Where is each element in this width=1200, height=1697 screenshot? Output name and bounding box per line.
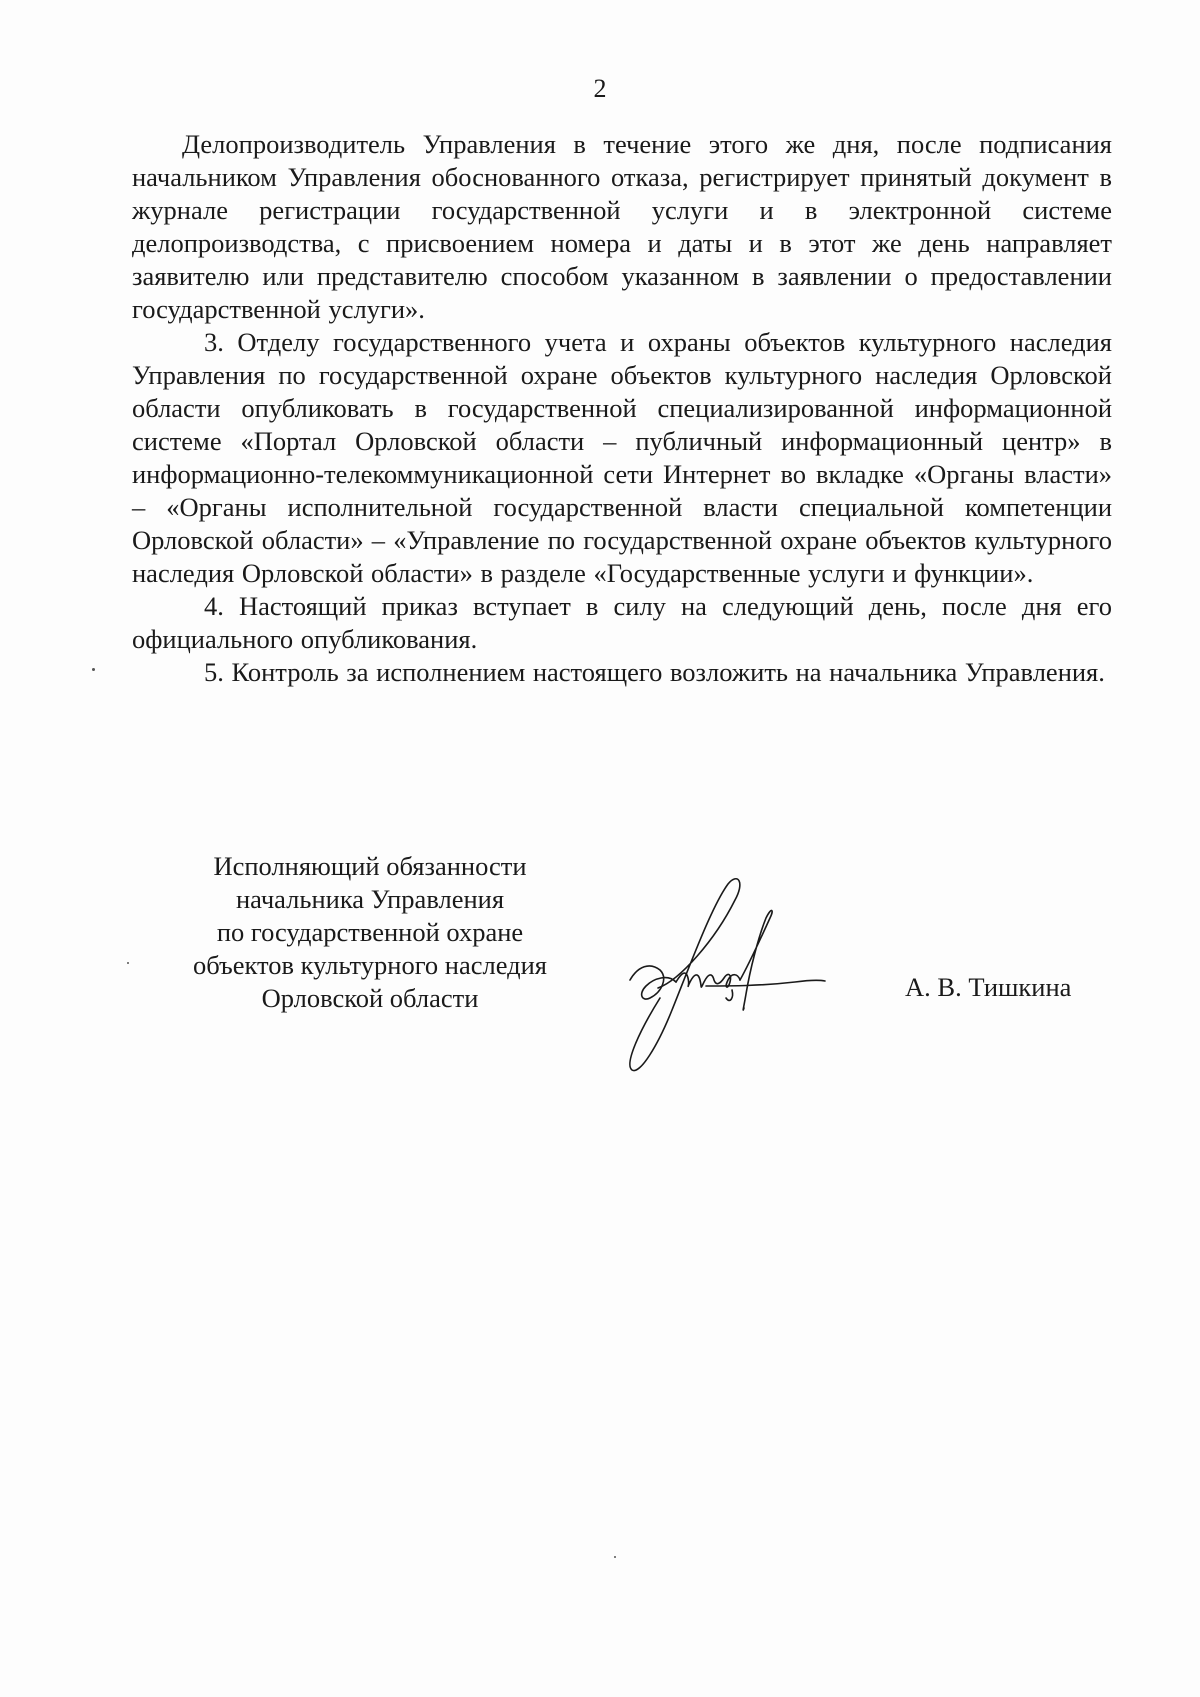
paragraph-registration: Делопроизводитель Управления в течение этого же дня, после подписания начальником Управления обоснованного отказа, регистрирует принятый документ в журнале регистрации государственной услуги и в электронной системе делопроизводства, с присвоением номера и даты и в этот же день направляет заявителю или представителю способом указанном в заявлении о предоставлении государственной услуги». <box>132 129 1112 324</box>
document-body <box>132 128 1112 689</box>
scan-speck <box>614 1556 616 1558</box>
paragraph-item-4-effective-date: 4. Настоящий приказ вступает в силу на следующий день, после дня его официального опубликования. <box>132 591 1112 654</box>
signatory-position-line: объектов культурного наследия <box>192 950 547 980</box>
signatory-position <box>160 850 580 1015</box>
handwritten-signature <box>620 870 860 1090</box>
signatory-name: А. В. Тишкина <box>905 972 1072 1002</box>
signatory-position-line: по государственной охране <box>216 917 524 947</box>
page-number: 2 <box>593 74 607 103</box>
paragraph-item-3-publication: 3. Отделу государственного учета и охраны объектов культурного наследия Управления по государственной охране объектов культурного наследия Орловской области опубликовать в государственной специализированной информационной системе «Портал Орловской области – публичный информационный центр» в информационно-телекоммуникационной сети Интернет во вкладке «Органы власти» – «Органы исполнительной государственной власти специальной компетенции Орловской области» – «Управление по государственной охране объектов культурного наследия Орловской области» в разделе «Государственные услуги и функции». <box>132 327 1112 588</box>
scan-speck <box>92 668 95 671</box>
signatory-position-line: Исполняющий обязанности <box>213 851 527 881</box>
signature-block <box>0 850 1200 1100</box>
signatory-position-line: начальника Управления <box>235 884 505 914</box>
scan-speck <box>127 962 129 964</box>
signatory-position-line: Орловской области <box>261 983 479 1013</box>
paragraph-item-5-control: 5. Контроль за исполнением настоящего возложить на начальника Управления. <box>204 657 1105 687</box>
